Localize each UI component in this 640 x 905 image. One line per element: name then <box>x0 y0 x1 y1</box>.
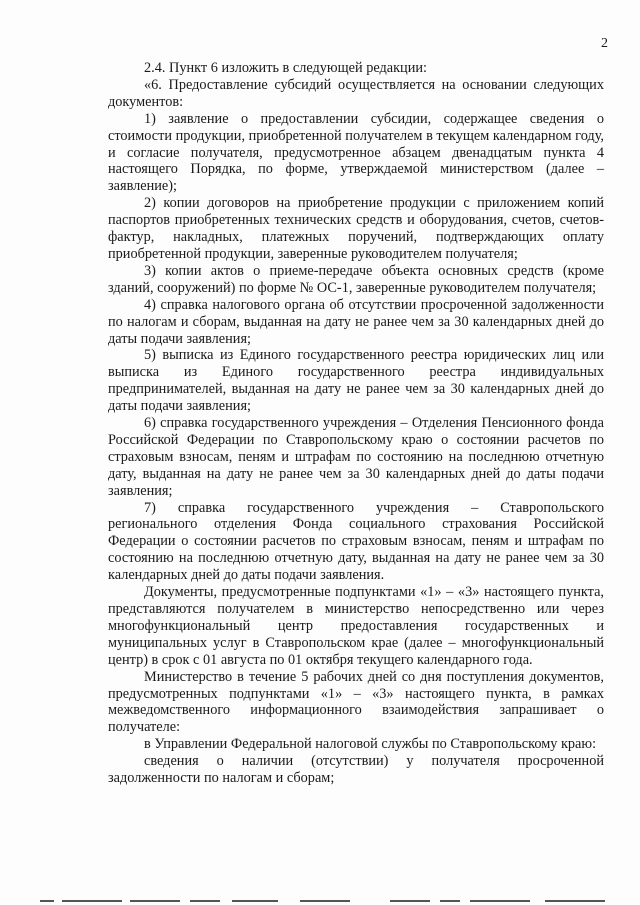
paragraph-subitem-4: 4) справка налогового органа об отсутствии просроченной задолженности по налогам и сборам, выданная на дату не ранее чем за 30 календарных дней до даты подачи заявления; <box>108 296 604 347</box>
scan-edge-artifact <box>0 891 640 905</box>
paragraph-tax-debt-info: сведения о наличии (отсутствии) у получателя просроченной задолженности по налогам и сборам; <box>108 753 604 787</box>
document-body <box>108 60 604 787</box>
paragraph-section-2-4: 2.4. Пункт 6 изложить в следующей редакции: <box>144 60 427 76</box>
paragraph-tax-service: в Управлении Федеральной налоговой службы по Ставропольскому краю: <box>144 736 597 753</box>
paragraph-subitem-1: 1) заявление о предоставлении субсидии, содержащее сведения о стоимости продукции, приобретенной получателем в текущем календарном году, и согласие получателя, предусмотренное абзацем двенадцатым пункта 4 настоящего Порядка, по форме, утверждаемой министерством (далее – заявление); <box>108 110 604 195</box>
paragraph-subitem-7: 7) справка государственного учреждения – Ставропольского регионального отделения Фонда социального страхования Российской Федерации о состоянии расчетов по страховым взносам, пеням и штрафам по состоянию на последнюю отчетную дату, выданная на дату не ранее чем за 30 календарных дней до даты подачи заявления. <box>108 499 604 584</box>
paragraph-subitem-6: 6) справка государственного учреждения – Отделения Пенсионного фонда Российской Федерации по Ставропольскому краю о состоянии расчетов по страховым взносам, пеням и штрафам по состоянию на последнюю отчетную дату, выданная на дату не ранее чем за 30 календарных дней до даты подачи заявления; <box>108 415 604 499</box>
paragraph-subitem-3: 3) копии актов о приеме-передаче объекта основных средств (кроме зданий, сооружений) по форме № ОС-1, заверенные руководителем получателя; <box>108 262 604 296</box>
paragraph-item-6-intro: «6. Предоставление субсидий осуществляется на основании следующих документов: <box>108 76 604 110</box>
paragraph-documents-submission: Документы, предусмотренные подпунктами «1» – «3» настоящего пункта, представляются получателем в министерство непосредственно или через многофункциональный центр предоставления государственных и муниципальных услуг в Ставропольском крае (далее – многофункциональный центр) в срок с 01 августа по 01 октября текущего календарного года. <box>108 584 604 668</box>
paragraph-subitem-2: 2) копии договоров на приобретение продукции с приложением копий паспортов приобретенных технических средств и оборудования, счетов, счетов-фактур, накладных, платежных поручений, подтверждающих оплату приобретенной продукции, заверенные руководителем получателя; <box>108 195 604 262</box>
paragraph-ministry-request: Министерство в течение 5 рабочих дней со дня поступления документов, предусмотренных подпунктами «1» – «3» настоящего пункта, в рамках межведомственного информационного взаимодействия запрашивает о получателе: <box>108 668 604 736</box>
page-number: 2 <box>601 36 608 51</box>
paragraph-subitem-5: 5) выписка из Единого государственного реестра юридических лиц или выписка из Единого государственного реестра индивидуальных предпринимателей, выданная на дату не ранее чем за 30 календарных дней до даты подачи заявления; <box>108 347 604 415</box>
